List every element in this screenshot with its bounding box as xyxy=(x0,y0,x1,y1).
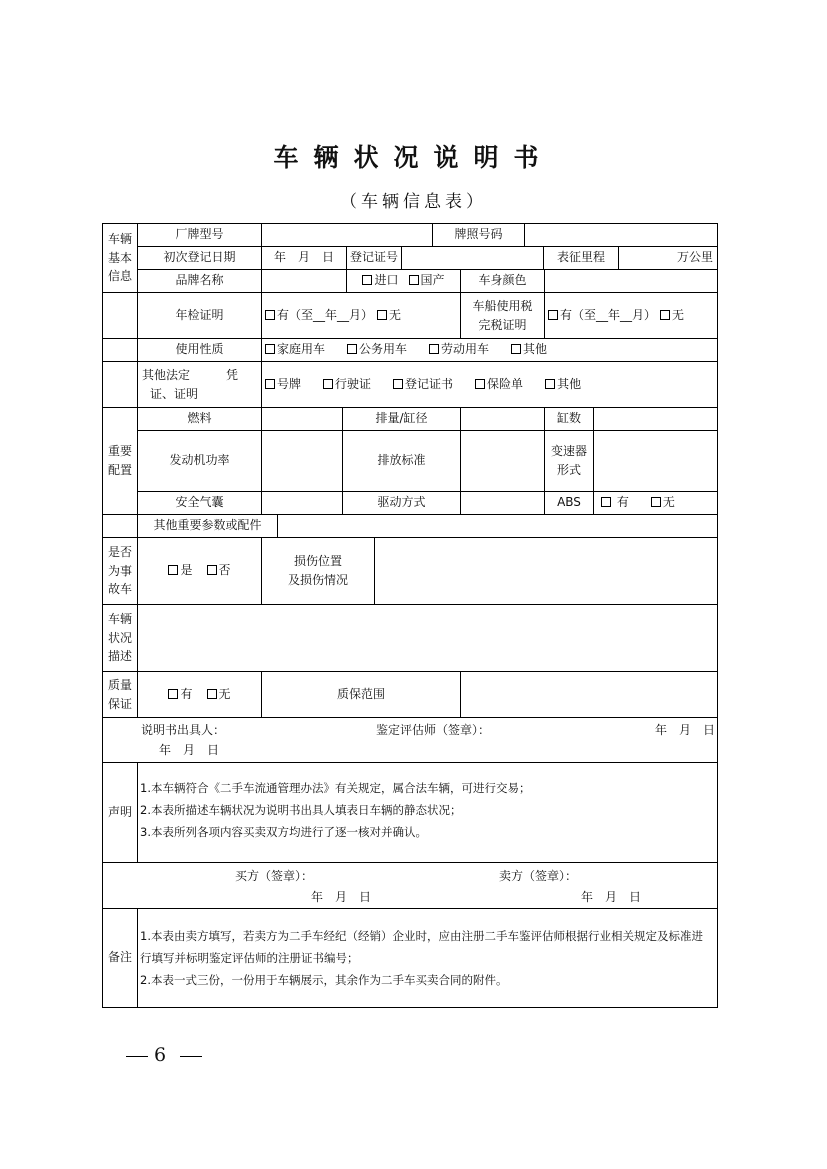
field-model[interactable] xyxy=(261,223,433,247)
label-notes: 备注 xyxy=(102,908,138,1008)
label-other-params: 其他重要参数或配件 xyxy=(137,514,278,538)
checkbox-abs-no[interactable]: 无 xyxy=(651,493,675,512)
notes-item: 2.本表一式三份，一份用于车辆展示，其余作为二手车买卖合同的附件。 xyxy=(140,973,508,987)
checkbox-import[interactable]: 进口 xyxy=(362,271,398,290)
label-inspection: 年检证明 xyxy=(137,292,262,339)
checkbox-tax-no[interactable]: 无 xyxy=(660,306,684,325)
checkbox-tax-yes[interactable]: 有（至__年__月） xyxy=(548,306,656,325)
label-warranty-scope: 质保范围 xyxy=(261,671,461,718)
statement-item: 3.本表所列各项内容买卖双方均进行了逐一核对并确认。 xyxy=(140,825,427,839)
field-brand[interactable] xyxy=(261,269,347,293)
label-displacement: 排量/缸径 xyxy=(342,407,461,431)
label-color: 车身颜色 xyxy=(460,269,545,293)
section-warranty: 质量 保证 xyxy=(102,671,138,718)
blank-cell xyxy=(102,338,138,362)
field-odometer[interactable]: 万公里 xyxy=(618,246,718,270)
field-color[interactable] xyxy=(544,269,718,293)
tax-options xyxy=(544,292,718,339)
label-tax-cert: 车船使用税 完税证明 xyxy=(460,292,545,339)
doc-options xyxy=(261,361,718,408)
accident-options xyxy=(137,537,262,605)
checkbox-inspection-no[interactable]: 无 xyxy=(377,306,401,325)
statement-item: 2.本表所描述车辆状况为说明书出具人填表日车辆的静态状况； xyxy=(140,803,462,817)
issuer-label: 说明书出具人： xyxy=(141,723,226,737)
notes-content xyxy=(137,908,718,1008)
section-accident: 是否 为事 故车 xyxy=(102,537,138,605)
section-config: 重要 配置 xyxy=(102,407,138,515)
section-condition: 车辆 状况 描述 xyxy=(102,604,138,672)
checkbox-usage-family[interactable]: 家庭用车 xyxy=(265,340,325,359)
checkbox-doc-insurance[interactable]: 保险单 xyxy=(475,375,523,394)
label-fuel: 燃料 xyxy=(137,407,262,431)
field-condition[interactable] xyxy=(137,604,718,672)
inspection-options xyxy=(261,292,461,339)
checkbox-warranty-no[interactable]: 无 xyxy=(207,685,231,704)
label-damage: 损伤位置 及损伤情况 xyxy=(261,537,375,605)
label-plate: 牌照号码 xyxy=(432,223,525,247)
issuer-row xyxy=(102,717,718,763)
field-gearbox[interactable] xyxy=(593,430,718,492)
abs-options xyxy=(593,491,718,515)
notes-item: 1.本表由卖方填写，若卖方为二手车经纪（经销）企业时，应由注册二手车鉴评估师根据行业相关规定及标准进行填写并标明鉴定评估师的注册证书编号； xyxy=(140,929,703,965)
blank-cell xyxy=(102,514,138,538)
statement-content xyxy=(137,762,718,863)
buyer-date[interactable]: 年 月 日 xyxy=(311,890,372,904)
field-cylinders[interactable] xyxy=(593,407,718,431)
label-statement: 声明 xyxy=(102,762,138,863)
field-fuel[interactable] xyxy=(261,407,343,431)
label-power: 发动机功率 xyxy=(137,430,262,492)
checkbox-accident-yes[interactable]: 是 xyxy=(168,561,192,580)
page-number: 6 xyxy=(120,1044,208,1066)
field-first-reg-date[interactable]: 年 月 日 xyxy=(261,246,347,270)
checkbox-domestic[interactable]: 国产 xyxy=(409,271,445,290)
field-warranty-scope[interactable] xyxy=(460,671,718,718)
seller-label: 卖方（签章）： xyxy=(499,869,578,883)
field-displacement[interactable] xyxy=(460,407,545,431)
checkbox-abs-yes[interactable]: 有 xyxy=(601,493,629,512)
field-plate[interactable] xyxy=(524,223,718,247)
label-reg-cert: 登记证号 xyxy=(346,246,402,270)
checkbox-doc-other[interactable]: 其他 xyxy=(545,375,581,394)
form-subtitle: （车辆信息表） xyxy=(340,192,487,212)
label-brand: 品牌名称 xyxy=(137,269,262,293)
checkbox-doc-reg[interactable]: 登记证书 xyxy=(393,375,453,394)
label-odometer: 表征里程 xyxy=(543,246,619,270)
checkbox-accident-no[interactable]: 否 xyxy=(207,561,231,580)
label-cylinders: 缸数 xyxy=(544,407,594,431)
field-reg-cert[interactable] xyxy=(401,246,544,270)
label-model: 厂牌型号 xyxy=(137,223,262,247)
blank-cell xyxy=(102,292,138,339)
parties-row xyxy=(102,862,718,909)
label-drive: 驱动方式 xyxy=(342,491,461,515)
usage-options xyxy=(261,338,718,362)
label-other-docs: 其他法定 凭 证、证明 xyxy=(137,361,262,408)
checkbox-doc-plate[interactable]: 号牌 xyxy=(265,375,301,394)
blank-cell xyxy=(102,361,138,408)
field-emission[interactable] xyxy=(460,430,545,492)
checkbox-usage-other[interactable]: 其他 xyxy=(511,340,547,359)
form-title: 车辆状况说明书 xyxy=(273,143,554,172)
section-basic-info: 车辆 基本 信息 xyxy=(102,223,138,293)
issuer-date[interactable]: 年 月 日 xyxy=(159,743,220,757)
label-abs: ABS xyxy=(544,491,594,515)
checkbox-usage-labor[interactable]: 劳动用车 xyxy=(429,340,489,359)
checkbox-usage-official[interactable]: 公务用车 xyxy=(347,340,407,359)
appraiser-date[interactable]: 年 月 日 xyxy=(655,723,716,737)
warranty-options xyxy=(137,671,262,718)
field-airbag[interactable] xyxy=(261,491,343,515)
label-airbag: 安全气囊 xyxy=(137,491,262,515)
checkbox-warranty-yes[interactable]: 有 xyxy=(168,685,192,704)
appraiser-label: 鉴定评估师（签章）： xyxy=(376,723,491,737)
field-damage[interactable] xyxy=(374,537,718,605)
label-gearbox: 变速器 形式 xyxy=(544,430,594,492)
field-power[interactable] xyxy=(261,430,343,492)
checkbox-inspection-yes[interactable]: 有（至__年__月） xyxy=(265,306,373,325)
field-drive[interactable] xyxy=(460,491,545,515)
buyer-label: 买方（签章）： xyxy=(235,869,314,883)
label-first-reg: 初次登记日期 xyxy=(137,246,262,270)
field-other-params[interactable] xyxy=(277,514,718,538)
label-emission: 排放标准 xyxy=(342,430,461,492)
origin-options xyxy=(346,269,461,293)
checkbox-doc-license[interactable]: 行驶证 xyxy=(323,375,371,394)
statement-item: 1.本车辆符合《二手车流通管理办法》有关规定，属合法车辆，可进行交易； xyxy=(140,781,531,795)
label-usage: 使用性质 xyxy=(137,338,262,362)
seller-date[interactable]: 年 月 日 xyxy=(581,890,642,904)
